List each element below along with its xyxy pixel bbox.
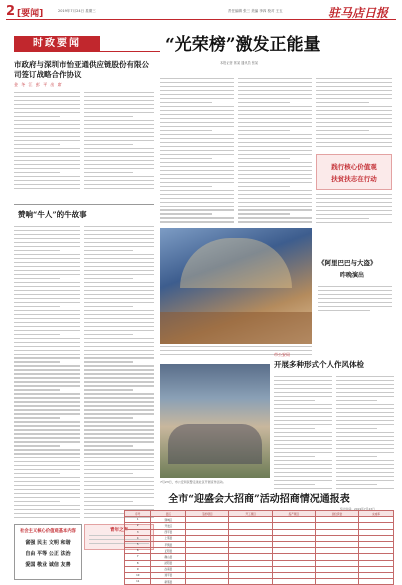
mid-article-body-2: [238, 78, 312, 226]
masthead: [6, 4, 396, 20]
table-note: 统计时间：2019年7月23日: [340, 507, 375, 511]
core-values-box: [14, 524, 82, 580]
paper-logo: 驻马店日报: [328, 6, 389, 20]
table-cell: 汝南县: [151, 566, 186, 572]
table-cell: 3: [125, 529, 151, 535]
table-cell: 10: [125, 572, 151, 578]
section-label: [要闻]: [17, 9, 44, 19]
table-header-cell: 序号: [125, 511, 151, 517]
stage-floor: [160, 312, 312, 344]
table-header-cell: 县区: [151, 511, 186, 517]
page-number: 2: [6, 4, 16, 19]
core-values-row-3: 爱国 敬业 诚信 友善: [25, 562, 71, 568]
slogan-line-1: 践行核心价值观: [331, 163, 377, 171]
stage-arch: [180, 238, 292, 288]
table-cell: [229, 579, 272, 585]
photo-caption-sub: 昨晚演出: [340, 272, 365, 279]
niu-article-body-1: [14, 226, 80, 522]
table-header-cell: 完成率: [359, 511, 394, 517]
crowd-shape: [168, 424, 262, 464]
left-article-body-1: [14, 92, 80, 192]
community-photo: [160, 364, 270, 478]
main-byline: 本报记者 郭某 通讯员 张某: [220, 61, 259, 65]
table-header-cell: 开工项目: [229, 511, 272, 517]
table-body: [125, 517, 394, 585]
table-cell: 西平县: [151, 529, 186, 535]
table-cell: 遂平县: [151, 572, 186, 578]
table-cell: 11: [125, 579, 151, 585]
core-values-row-1: 富强 民主 文明 和谐: [25, 540, 71, 546]
table-row: [125, 579, 394, 585]
table-cell: 正阳县: [151, 548, 186, 554]
table-cell: 7: [125, 554, 151, 560]
slogan-line-2: 扶贫扶志在行动: [331, 175, 377, 183]
main-headline: “光荣榜”激发正能量: [165, 35, 321, 55]
table-cell: 上蔡县: [151, 535, 186, 541]
core-values-row-2: 自由 平等 公正 法治: [25, 551, 71, 557]
table-cell: [186, 579, 229, 585]
report-table: [124, 510, 394, 584]
left-article-body-2: [84, 92, 154, 192]
core-values-title: 社会主义核心价值观基本内容: [20, 529, 76, 534]
table-cell: 8: [125, 560, 151, 566]
mid-article-body-1: [160, 78, 234, 226]
table-cell: 平舆县: [151, 541, 186, 547]
right-article-body-2: [316, 194, 392, 226]
table-cell: [315, 579, 358, 585]
banner-rule: [100, 51, 160, 52]
right-article2-body-1: [274, 376, 332, 492]
right-article2-body-2: [336, 376, 394, 492]
table-cell: 开发区: [151, 523, 186, 529]
table-header-cell: 签约项目: [186, 511, 229, 517]
table-cell: 泌阳县: [151, 560, 186, 566]
niu-article-title: 赞响“牛人”的牛故事: [18, 210, 87, 219]
table-cell: 驿城区: [151, 517, 186, 523]
slogan-box: [316, 154, 392, 190]
table-cell: [359, 579, 394, 585]
left-article-title: 市政府与深圳市怡亚通供应链股份有限公司签订战略合作协议: [14, 60, 149, 79]
table-cell: 9: [125, 566, 151, 572]
report-table-grid: [124, 510, 394, 585]
table-cell: 5: [125, 541, 151, 547]
table-title: 全市“迎盛会大招商”活动招商情况通报表: [168, 494, 350, 505]
table-cell: 4: [125, 535, 151, 541]
section-banner: [14, 36, 100, 52]
article-kicker: 市公安局: [274, 352, 290, 357]
table-cell: [272, 579, 315, 585]
table-header-cell: 投产项目: [272, 511, 315, 517]
stage-photo: [160, 228, 312, 344]
photo-caption-title: 《阿里巴巴与大盗》: [318, 259, 377, 267]
issue-date: 2019年7月24日 星期三: [58, 9, 96, 13]
notice-title: 青年之声: [110, 528, 128, 533]
table-cell: 确山县: [151, 554, 186, 560]
left-article-subtitle: 金 冬 江 彭 平 出 席: [14, 82, 63, 87]
right-article-title: 开展多种形式个人作风体检: [274, 360, 364, 369]
photo-caption-body: [318, 286, 392, 316]
table-cell: 6: [125, 548, 151, 554]
table-cell: 新蔡县: [151, 579, 186, 585]
banner-text: 时政要闻: [33, 38, 81, 49]
table-header-cell: 到位资金: [315, 511, 358, 517]
table-cell: 2: [125, 523, 151, 529]
community-photo-caption: 7月23日，市公安局民警走进社区开展宣传活动。: [160, 480, 226, 484]
niu-article-body-2: [84, 226, 154, 522]
editor-credits: 责任编辑 张三 美编 李四 校对 王五: [228, 9, 283, 13]
right-article-body: [316, 78, 392, 152]
table-cell: 1: [125, 517, 151, 523]
column-divider: [14, 204, 154, 205]
